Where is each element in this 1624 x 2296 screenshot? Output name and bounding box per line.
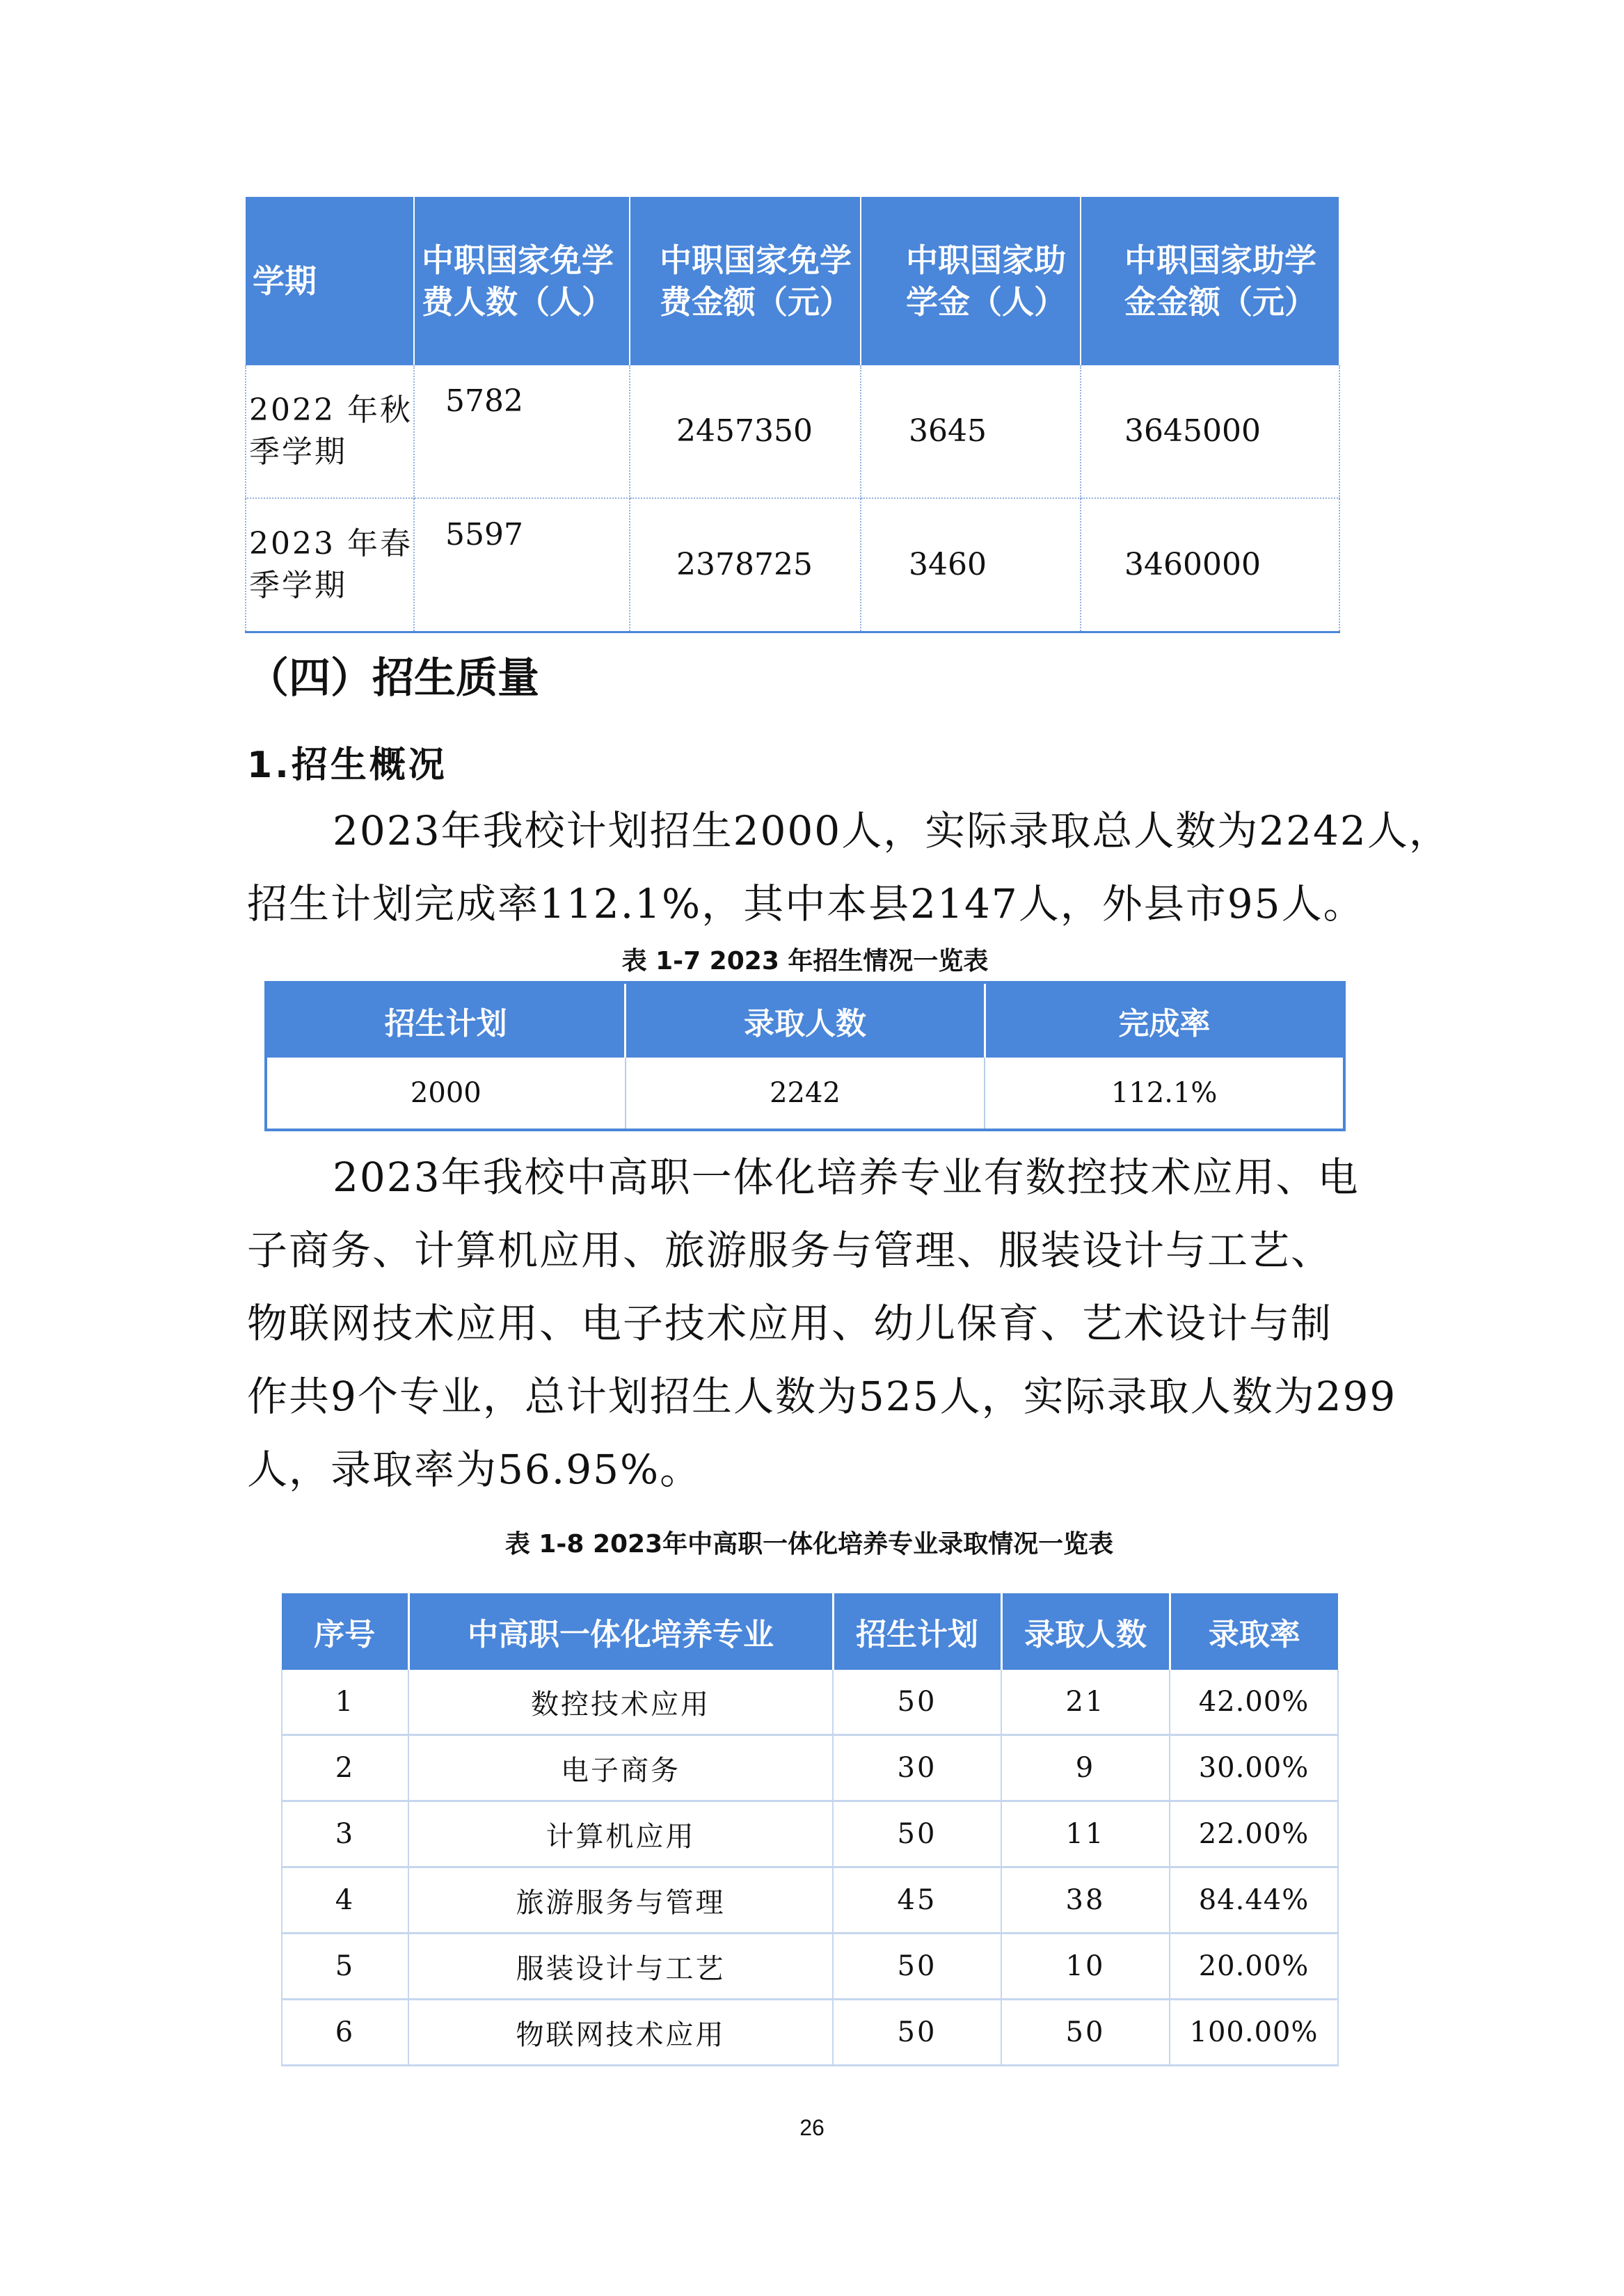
table-cell: 计算机应用: [408, 1801, 833, 1867]
table-cell: 45: [833, 1867, 1001, 1934]
header-cell: 序号: [282, 1593, 408, 1670]
table-header-row: [246, 197, 1339, 365]
subsidy-table: [245, 197, 1340, 633]
table-cell: 50: [833, 2000, 1001, 2066]
table-cell: 电子商务: [408, 1735, 833, 1801]
table-cell: 38: [1001, 1867, 1170, 1934]
table-cell: 6: [282, 2000, 408, 2066]
header-cell: 学期: [246, 197, 414, 365]
table-cell: 3460: [861, 498, 1081, 632]
table-cell: 5: [282, 1934, 408, 2000]
table-cell: 3460000: [1081, 498, 1339, 632]
table-header-row: [282, 1593, 1338, 1670]
header-cell: 中职国家免学费金额（元）: [630, 197, 861, 365]
table-cell: 3645000: [1081, 365, 1339, 498]
table-cell: 5597: [414, 498, 630, 632]
table-cell: 50: [833, 1801, 1001, 1867]
header-cell: 招生计划: [833, 1593, 1001, 1670]
table-cell: 11: [1001, 1801, 1170, 1867]
table-cell: 3: [282, 1801, 408, 1867]
table-cell: 10: [1001, 1934, 1170, 2000]
table-cell: 2378725: [630, 498, 861, 632]
table-cell: 2023 年春季学期: [246, 498, 414, 632]
table-cell: 20.00%: [1170, 1934, 1338, 2000]
paragraph-line: 人，录取率为56.95%。: [247, 1446, 702, 1493]
table-cell: 42.00%: [1170, 1670, 1338, 1735]
table-cell: 2000: [266, 1058, 626, 1130]
section-heading: （四）招生质量: [247, 654, 539, 703]
table-cell: 5782: [414, 365, 630, 498]
table-row: [266, 1058, 1344, 1130]
integrated-program-table: [281, 1593, 1339, 2066]
table-cell: 84.44%: [1170, 1867, 1338, 1934]
table-row: [282, 1801, 1338, 1867]
table-cell: 服装设计与工艺: [408, 1934, 833, 2000]
table-cell: 物联网技术应用: [408, 2000, 833, 2066]
table-cell: 50: [1001, 2000, 1170, 2066]
paragraph-line: 子商务、计算机应用、旅游服务与管理、服装设计与工艺、: [247, 1227, 1333, 1274]
table-cell: 2457350: [630, 365, 861, 498]
table-cell: 50: [833, 1670, 1001, 1735]
table-row: [282, 2000, 1338, 2066]
header-cell: 中高职一体化培养专业: [408, 1593, 833, 1670]
table-cell: 9: [1001, 1735, 1170, 1801]
paragraph-line: 招生计划完成率112.1%，其中本县2147人，外县市95人。: [247, 880, 1365, 927]
table-cell: 2022 年秋季学期: [246, 365, 414, 498]
paragraph-line: 物联网技术应用、电子技术应用、幼儿保育、艺术设计与制: [247, 1300, 1333, 1347]
table-row: [282, 1670, 1338, 1735]
table-cell: 1: [282, 1670, 408, 1735]
paragraph-line: 2023年我校中高职一体化培养专业有数控技术应用、电: [333, 1154, 1360, 1201]
page-number: 26: [799, 2115, 825, 2140]
header-cell: 录取率: [1170, 1593, 1338, 1670]
table-cell: 2: [282, 1735, 408, 1801]
table-cell: 50: [833, 1934, 1001, 2000]
table-cell: 3645: [861, 365, 1081, 498]
header-cell: 招生计划: [266, 982, 626, 1058]
table-caption: 表 1-7 2023 年招生情况一览表: [621, 947, 989, 975]
table-cell: 112.1%: [1110, 1077, 1218, 1109]
subsection-heading: 1.招生概况: [247, 744, 447, 786]
table-cell: 4: [282, 1867, 408, 1934]
paragraph-line: 2023年我校计划招生2000人，实际录取总人数为2242人，: [333, 807, 1451, 854]
enrollment-summary-table: [264, 981, 1346, 1131]
table-cell: 2242: [626, 1058, 985, 1130]
table-row: [246, 498, 1339, 632]
table-cell: 30.00%: [1170, 1735, 1338, 1801]
table-cell: 22.00%: [1170, 1801, 1338, 1867]
header-cell: 中职国家助学金（人）: [861, 197, 1081, 365]
header-cell: 录取人数: [626, 982, 985, 1058]
header-cell: 中职国家免学费人数（人）: [414, 197, 630, 365]
table-cell: 100.00%: [1170, 2000, 1338, 2066]
header-cell: 完成率: [985, 982, 1344, 1058]
paragraph-line: 作共9个专业，总计划招生人数为525人，实际录取人数为299: [247, 1373, 1397, 1420]
table-caption: 表 1-8 2023年中高职一体化培养专业录取情况一览表: [504, 1530, 1114, 1558]
table-row: [282, 1867, 1338, 1934]
header-cell: 中职国家助学金金额（元）: [1081, 197, 1339, 365]
table-cell: 旅游服务与管理: [408, 1867, 833, 1934]
table-header-row: [266, 982, 1344, 1058]
table-cell: 21: [1001, 1670, 1170, 1735]
table-cell: 30: [833, 1735, 1001, 1801]
table-row: [282, 1934, 1338, 2000]
table-cell: 数控技术应用: [408, 1670, 833, 1735]
header-cell: 录取人数: [1001, 1593, 1170, 1670]
table-row: [282, 1735, 1338, 1801]
table-row: [246, 365, 1339, 498]
